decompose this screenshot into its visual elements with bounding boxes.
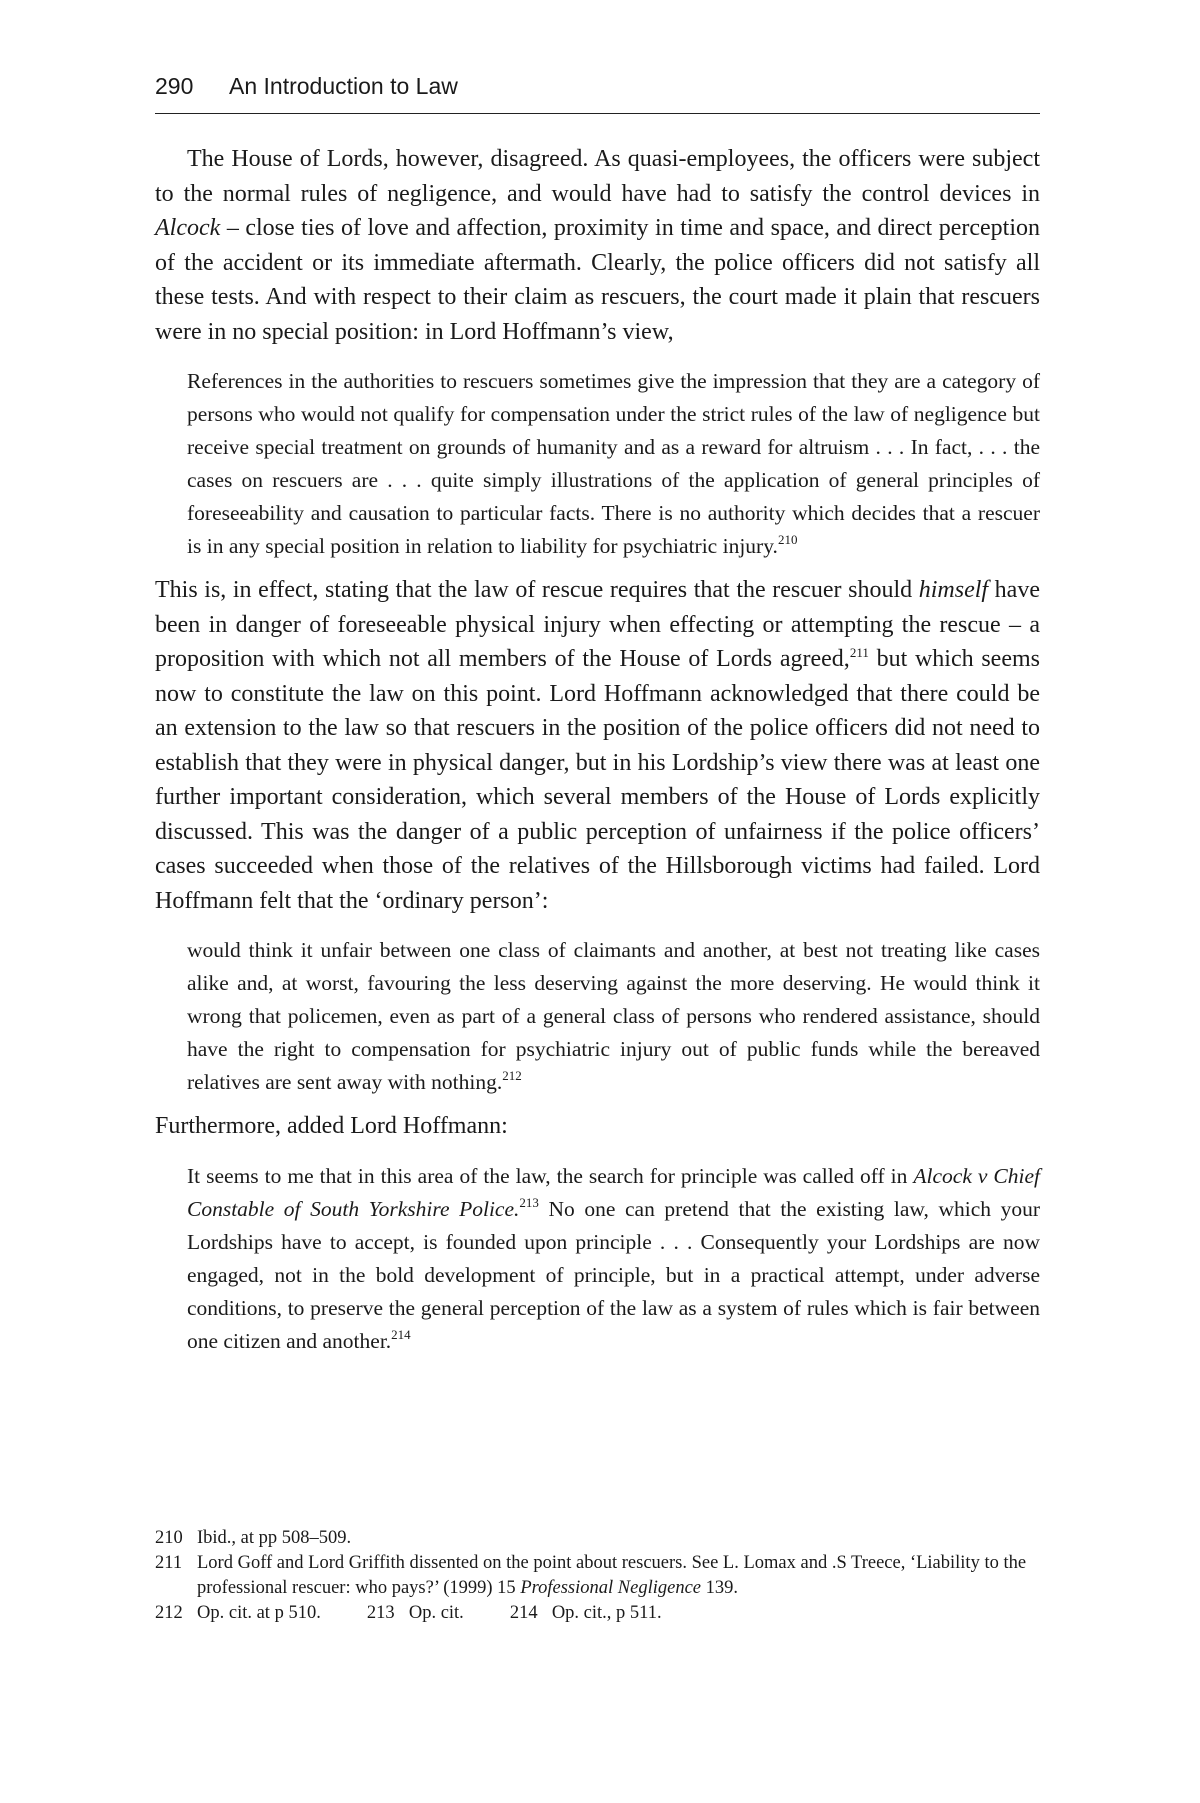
footnotes: [155, 1526, 1040, 1626]
footnote-213: [367, 1601, 464, 1626]
footnote-211: [155, 1551, 1040, 1601]
footnote-number: 213: [366, 1603, 395, 1623]
footnote-ref-212[interactable]: 212: [502, 1068, 522, 1083]
footnote-text: [197, 1551, 1040, 1601]
paragraph-text: but which seems now to constitute the law on this point. Lord Hoffmann acknowledged that there could be an extension to the law so that rescuers in the position of the police officers did not need to establish that they were in physical danger, but in his Lordship’s view there was at least one further important consideration, which several members of the House of Lords explicitly discussed. This was the danger of a public perception of unfairness if the police officers’ cases succeeded when those of the relatives of the Hillsborough victims had failed. Lord Hoffmann felt that the ‘ordinary person’:: [155, 646, 1040, 914]
quote-text: would think it unfair between one class of claimants and another, at best not treating like cases alike and, at worst, favouring the less deserving against the more deserving. He would think it wrong that policemen, even as part of a general class of persons who rendered assistance, should have the right to compensation for psychiatric injury out of public funds while the bereaved relatives are sent away with nothing.: [187, 938, 1040, 1094]
footnote-number: 211: [155, 1553, 183, 1573]
page-number: 290: [155, 73, 194, 99]
footnote-text: Op. cit. at p 510.: [197, 1603, 321, 1623]
body-text: [155, 142, 1040, 1368]
header-rule: [155, 113, 1040, 114]
footnote-212: [155, 1601, 321, 1626]
emphasis: himself: [918, 577, 989, 603]
footnote-text: Op. cit., p 511.: [551, 1603, 662, 1623]
footnote-text: Op. cit.: [408, 1603, 464, 1623]
case-name: Alcock v Chief Constable of South Yorkshire Police.: [187, 1163, 1041, 1221]
footnote-ref-211[interactable]: 211: [849, 645, 869, 660]
footnote-number: 212: [155, 1603, 183, 1623]
footnotes-212-214: [155, 1601, 1040, 1626]
paragraph-3: Furthermore, added Lord Hoffmann:: [155, 1113, 508, 1139]
block-quote-3: [187, 1160, 1040, 1358]
journal-title: Professional Negligence: [520, 1578, 701, 1598]
footnote-number: 214: [509, 1603, 538, 1623]
footnote-text-part: Lord Goff and Lord Griffith dissented on the point about rescuers. See L. Lomax and .S Treece, ‘Liability to the professional rescuer: who pays?’ (1999) 15: [197, 1553, 1027, 1598]
footnote-text: Ibid., at pp 508–509.: [197, 1528, 352, 1548]
case-name: Alcock: [155, 215, 221, 241]
paragraph-2: [155, 573, 1040, 918]
footnote-text-part: 139.: [701, 1578, 738, 1598]
block-quote-1: [187, 365, 1040, 563]
footnote-ref-214[interactable]: 214: [391, 1326, 411, 1342]
footnote-ref-210[interactable]: 210: [777, 532, 798, 547]
footnote-ref-213[interactable]: 213: [519, 1194, 539, 1210]
book-title: An Introduction to Law: [229, 73, 458, 99]
footnote-number: 210: [155, 1528, 183, 1548]
block-quote-2: [187, 934, 1040, 1099]
quote-text: References in the authorities to rescuers sometimes give the impression that they are a category of persons who would not qualify for compensation under the strict rules of the law of negligence but receive special treatment on grounds of humanity and as a reward for altruism . . . In fact, . . . the cases on rescuers are . . . quite simply illustrations of the application of general principles of foreseeability and causation to particular facts. There is no authority which decides that a rescuer is in any special position in relation to liability for psychiatric injury.: [187, 369, 1040, 558]
footnote-210: [155, 1526, 1040, 1551]
paragraph-1: [155, 142, 1040, 349]
quote-text: It seems to me that in this area of the law, the search for principle was called off in: [187, 1163, 914, 1188]
paragraph-text: The House of Lords, however, disagreed. As quasi-employees, the officers were subject to the normal rules of negligence, and would have had to satisfy the control devices in: [155, 146, 1040, 207]
paragraph-text: have been in danger of foreseeable physical injury when effecting or attempting the rescue – a proposition with which not all members of the House of Lords agreed,: [155, 577, 1040, 672]
paragraph-text: This is, in effect, stating that the law of rescue requires that the rescuer should: [155, 577, 919, 603]
paragraph-text: – close ties of love and affection, proximity in time and space, and direct perception of the accident or its immediate aftermath. Clearly, the police officers did not satisfy all these tests. And with respect to their claim as rescuers, the court made it plain that rescuers were in no special position: in Lord Hoffmann’s view,: [155, 215, 1040, 345]
quote-text: No one can pretend that the existing law, which your Lordships have to accept, is founded upon principle . . . Consequently your Lordships are now engaged, not in the bold development of principle, but in a practical attempt, under adverse conditions, to preserve the general perception of the law as a system of rules which is fair between one citizen and another.: [187, 1196, 1041, 1353]
footnote-214: [510, 1601, 662, 1626]
running-head: [155, 72, 1040, 100]
